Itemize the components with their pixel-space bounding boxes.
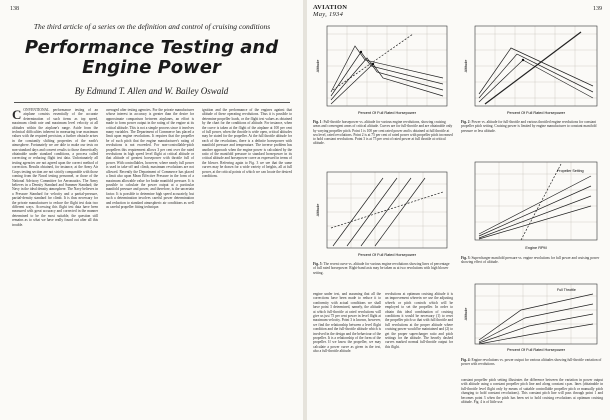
- figure-3: [461, 156, 603, 254]
- figure-2-x-label: Percent Of Full Rated Horsepower: [506, 111, 566, 115]
- right-body-column-a: engine under test, and assuming that all the corrections have been made to reduce it to conformity with actual conditions we shall have point 3 determined, namely, the altitude at which full-throttle at rated revolutions will give us just 75 per cent power in level flight at maximum velocity. Point 3 is known, however, we find the relationship between a level flight condition and the full-throttle altitude which is involved in the design and the behaviour of the propeller. It is a relationship of the form of the propeller. If we know the propeller, we may calculate a power curve as given in the test, also a full-throttle altitude.: [313, 292, 381, 354]
- article-title: [10, 38, 293, 78]
- figure-5-caption-text: The recent curve vs. altitude for various engine revolutions showing lines of percentage of full rated horsepower. Right-hand axis may be taken as at two revolutions with high blower setting.: [313, 262, 450, 275]
- figure-4-y-label: Altitude: [464, 307, 468, 321]
- byline-rule: [14, 102, 290, 103]
- header-magazine: AVIATION: [313, 4, 348, 11]
- figure-3-caption-text: Supercharger manifold pressure vs. engine revolutions for full power and cruising power showing effect of altitude.: [461, 256, 600, 265]
- figure-3-caption: Fig. 3: Supercharger manifold pressure vs. engine revolutions for full power and cruising power showing effect of altitude.: [461, 256, 600, 265]
- figure-1-point: [372, 63, 374, 65]
- title-line-2: Engine Power: [82, 57, 221, 78]
- body-column-1-text: ONVENTIONAL performance testing of an airplane consists essentially of the accurate determination of such items as top speed, maximum climb rate and maximum level velocity at all altitudes within the airplane's range. Aside from the technical difficulties inherent in measuring true maximum values with the required precision, a further obstacle arises in the constantly shifting properties of the earth's atmosphere. Fortunately we are able to make our tests on non-standard days and convert results to those theoretically obtainable under standard conditions, a process called correcting or reducing flight test data. Unfortunately all testing agencies are not agreed upon the correct method of correction. Results obtained, for instance, at the Army Air Corps testing section are not strictly comparable with those coming from the Naval testing personnel, or those of the National Advisory Committee for Aeronautics. The Army believes in a Density Standard and Summer Standard; the Navy in the ideal density atmosphere. The Navy believes in a Pressure Standard for velocity and a partial-pressure, partial-density standard for climb. It is thus necessary for the private manufacturer to reduce the flight test data two different ways. Accessing this flight test data have been measured with great accuracy and corrected in the manner determined to be the most suitable, the question still remains as to what we have really found out after all this trouble.: [12, 108, 98, 227]
- figure-3-curves: [479, 164, 591, 240]
- figure-1-caption: Fig. 1: Full-throttle horsepower vs. altitude for various engine revolutions, showing cruising areas and convergent areas of critical altitude. Curves are for full-throttle and are obtainable only by varying propeller pitch. Point 1 is 100 per cent rated power and is obtained at full throttle at sea level, rated revolutions. Point 2 is at 75 per cent of rated power with propeller pitch increased to hold constant revolutions. Point 3 is at 75 per cent of rated power at full throttle at critical altitude.: [313, 120, 453, 146]
- figure-2: [461, 20, 603, 118]
- figure-2-label: Fig. 2: [461, 120, 470, 124]
- figure-2-y-label: Altitude: [464, 59, 468, 73]
- figure-4-x-label: Percent Of Full Rated Horsepower: [506, 348, 566, 352]
- figure-5-caption: Fig. 5: The recent curve vs. altitude for various engine revolutions showing lines of percentage of full rated horsepower. Right-hand axis may be taken as at two revolutions with high blower setting.: [313, 262, 450, 275]
- figure-5: [313, 168, 453, 260]
- figure-2-graph: [461, 20, 603, 118]
- right-page: [307, 0, 610, 420]
- figure-3-x-label: Engine RPM: [525, 246, 547, 250]
- figure-3-grid: [475, 162, 597, 240]
- figure-4-graph: [461, 280, 603, 356]
- body-column-3: ignition and the performance of the engines against that altitude of these operating revolutions. Thus it is possible to determine propeller loads, or the flight test values as obtained by the chart for the conditions of altitude. For instance, when the curve is taken at the flight of the airplane at 100 per cent of full power, when the throttle is wide open, critical altitudes may be stated for the propeller. At the full throttle altitude for each of the revolutions, there is a definite horsepower with manifold pressure and temperature. The inverse problem has another approach when the engine power is calculated by the ratio of the manifold pressure to standard horsepower in its critical altitude and horsepower curve as expressed in terms of the blower. Referring again to Fig. 3 we see that the same curves may be drawn for a wide variety of heights, all at full power, at the critical points of which we can locate the desired conditions.: [202, 108, 292, 179]
- figure-4-curves: [479, 294, 593, 344]
- page-number-right: 139: [593, 6, 602, 12]
- figure-1-x-label: Percent Of Full Rated Horsepower: [357, 111, 417, 115]
- running-header: [313, 4, 347, 18]
- body-column-1: [12, 108, 98, 414]
- byline: By Edmund T. Allen and W. Bailey Oswald: [74, 86, 229, 96]
- figure-2-point: [522, 59, 524, 61]
- figure-3-annotation: Propeller Setting: [557, 169, 584, 173]
- right-body-column-b: revolutions at optimum cruising altitude it is an improvement wherein we use the adjusting wheels or pitch controls which will be employed to set the propeller. In order to obtain this ideal combination of cruising conditions it would be necessary (1) to reset the propeller pitch so that with full throttle and full revolutions at the proper altitude where cruising power would be maintained and (2) to get the proper supercharger ratio and pitch settings for the altitude. The heavily dashed curves marked normal full-throttle output for this flight.: [385, 292, 453, 349]
- body-column-2: averaged after testing agencies. For the private manufacturer whose interest in accuracy is greater than the desire for approximate comparison between airplanes, an effort is made to form power output in the rating of the engine at its critical altitude. This is not a simple process since it involves many variables. The Department of Commerce has placed a limit upon engine revolutions. It requires that the propeller be of such pitch that the engine manufacturer's rating of revolutions is not exceeded. For non-controllable-pitch propellers this requirement allows 3 per cent over the rated revolutions in high speed level flight at critical altitude or that altitude of greatest horsepower with throttle full of power. With controllables, however, where nearly full power is used in take-off and climb, maximum revolutions are not allowed. Recently the Department of Commerce has placed a limit also upon Mean Effective Pressure in the form of a maximum allowable value for brake manifold pressure. It is possible to calculate the power output at a particular manifold pressure and power, and therefore, is the uncertain factor. It is possible to determine high speed accurately, but such a determination involves careful power determination and reduction to standard atmospheric air conditions as well as careful propeller fitting technique.: [106, 108, 194, 209]
- figure-1-caption-text: Full-throttle horsepower vs. altitude for various engine revolutions, showing cruising areas and convergent areas of critical altitude. Curves are for full-throttle and are obtainable only by varying propeller pitch. Point 1 is 100 per cent rated power and is obtained at full throttle at sea level, rated revolutions. Point 2 is at 75 per cent of rated power with propeller pitch increased to hold constant revolutions. Point 3 is at 75 per cent of rated power at full throttle at critical altitude.: [313, 120, 453, 146]
- drop-cap: C: [12, 108, 22, 122]
- figure-1-label: Fig. 1: [313, 120, 322, 124]
- figure-4-caption-text: Engine revolutions vs. power output for various altitudes showing full-throttle variation of power with revolutions.: [461, 358, 602, 367]
- article-kicker: The third article of a series on the definition and control of cruising conditions: [33, 22, 271, 31]
- figure-5-grid: [327, 172, 447, 248]
- figure-4-caption: Fig. 4: Engine revolutions vs. power output for various altitudes showing full-throttle variation of power with revolutions.: [461, 358, 602, 367]
- figure-5-graph: [313, 168, 453, 260]
- figure-1-graph: [313, 20, 453, 118]
- figure-5-x-label: Percent Of Full Rated Horsepower: [357, 253, 417, 257]
- figure-1: [313, 20, 453, 118]
- figure-2-caption: Fig. 2: Power vs. altitude for full-throttle and various throttled engine revolutions for constant propeller pitch setting. Cruising power is limited by engine manufacturer to constant manifold pressure or less altitude.: [461, 120, 597, 133]
- figure-3-label: Fig. 3: [461, 256, 470, 260]
- figure-4-annotation: Full Throttle: [557, 288, 576, 292]
- figure-1-point: [360, 51, 362, 53]
- header-date: May, 1934: [313, 11, 344, 18]
- figure-5-label: Fig. 5: [313, 262, 322, 266]
- page-number-left: 138: [10, 6, 19, 12]
- figure-2-curves: [479, 32, 593, 104]
- right-body-column-c: constant propeller pitch setting illustrates the difference between the variation in power output with altitude using a constant propeller pitch line and along constant r.p.m. lines (obtainable in full-throttle level flight only by means of suitable controllable propeller pitch or manually pitch changing to hold constant revolutions). This constant pitch line will pass through point 1 and becomes point 3 when the pitch has been set to hold cruising revolutions at optimum cruising altitude. Fig. 4 is of little use.: [461, 378, 603, 405]
- figure-3-graph: [461, 156, 603, 254]
- figure-1-grid: [327, 26, 447, 106]
- figure-5-y-label: Altitude: [316, 203, 320, 217]
- figure-2-caption-text: Power vs. altitude for full-throttle and various throttled engine revolutions for constant propeller pitch setting. Cruising power is limited by engine manufacturer to constant manifold pressure or less altitude.: [461, 120, 597, 133]
- figure-4: [461, 280, 603, 356]
- left-page: [0, 0, 303, 420]
- figure-1-y-label: Altitude: [316, 59, 320, 73]
- figure-4-label: Fig. 4: [461, 358, 470, 362]
- title-line-1: Performance Testing and: [24, 37, 279, 58]
- figure-4-grid: [475, 284, 597, 344]
